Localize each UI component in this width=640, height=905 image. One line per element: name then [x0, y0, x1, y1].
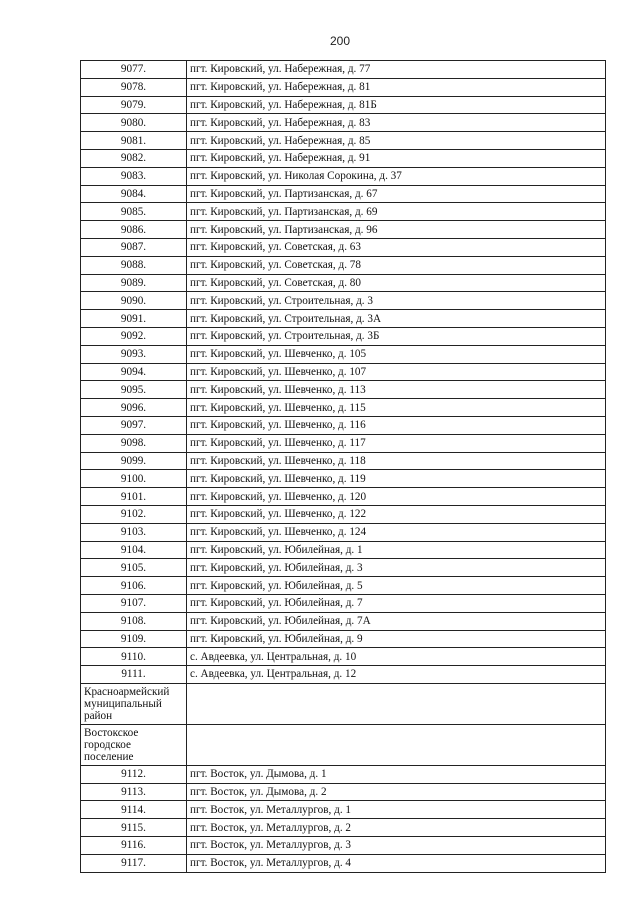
table-row: [81, 452, 606, 470]
table-row: [81, 488, 606, 506]
row-number: 9090.: [81, 292, 187, 310]
row-address: пгт. Кировский, ул. Партизанская, д. 67: [187, 185, 606, 203]
table-row: [81, 167, 606, 185]
table-row: [81, 612, 606, 630]
row-address: пгт. Кировский, ул. Набережная, д. 85: [187, 132, 606, 150]
row-address: пгт. Кировский, ул. Набережная, д. 91: [187, 149, 606, 167]
table-row: [81, 221, 606, 239]
row-number: 9081.: [81, 132, 187, 150]
row-address: пгт. Кировский, ул. Строительная, д. 3: [187, 292, 606, 310]
row-number: 9103.: [81, 523, 187, 541]
row-number: 9113.: [81, 783, 187, 801]
section-label-line: район: [84, 709, 113, 722]
section-label-line: поселение: [84, 750, 134, 763]
row-address: пгт. Кировский, ул. Набережная, д. 81Б: [187, 96, 606, 114]
table-row: [81, 381, 606, 399]
table-row: [81, 327, 606, 345]
row-address: пгт. Кировский, ул. Набережная, д. 81: [187, 78, 606, 96]
row-number: 9112.: [81, 765, 187, 783]
row-address: пгт. Кировский, ул. Шевченко, д. 119: [187, 470, 606, 488]
row-number: 9115.: [81, 819, 187, 837]
section-label-line: Красноармейский: [84, 685, 170, 698]
row-number: 9083.: [81, 167, 187, 185]
row-number: 9099.: [81, 452, 187, 470]
row-address: пгт. Кировский, ул. Шевченко, д. 124: [187, 523, 606, 541]
row-address: пгт. Кировский, ул. Шевченко, д. 117: [187, 434, 606, 452]
row-address: пгт. Кировский, ул. Шевченко, д. 116: [187, 416, 606, 434]
table-row: [81, 363, 606, 381]
table-row: [81, 114, 606, 132]
row-address: пгт. Кировский, ул. Советская, д. 63: [187, 238, 606, 256]
row-number: 9082.: [81, 149, 187, 167]
table-row: [81, 274, 606, 292]
row-address: с. Авдеевка, ул. Центральная, д. 12: [187, 666, 606, 684]
row-number: 9078.: [81, 78, 187, 96]
row-address: пгт. Кировский, ул. Партизанская, д. 69: [187, 203, 606, 221]
registry-body: [81, 61, 606, 873]
row-number: 9088.: [81, 256, 187, 274]
table-row: [81, 765, 606, 783]
table-row: [81, 256, 606, 274]
row-number: 9116.: [81, 837, 187, 855]
row-number: 9079.: [81, 96, 187, 114]
row-address: пгт. Кировский, ул. Юбилейная, д. 3: [187, 559, 606, 577]
row-number: 9089.: [81, 274, 187, 292]
row-address: пгт. Кировский, ул. Шевченко, д. 107: [187, 363, 606, 381]
table-row: [81, 238, 606, 256]
row-number: 9094.: [81, 363, 187, 381]
row-address: пгт. Кировский, ул. Строительная, д. 3А: [187, 310, 606, 328]
row-address: пгт. Кировский, ул. Шевченко, д. 120: [187, 488, 606, 506]
row-number: 9110.: [81, 648, 187, 666]
table-row: [81, 185, 606, 203]
table-row: [81, 783, 606, 801]
row-address: пгт. Восток, ул. Дымова, д. 1: [187, 765, 606, 783]
table-row: [81, 577, 606, 595]
row-address: пгт. Кировский, ул. Шевченко, д. 105: [187, 345, 606, 363]
row-number: 9077.: [81, 61, 187, 79]
table-row: [81, 594, 606, 612]
row-number: 9098.: [81, 434, 187, 452]
row-address: пгт. Кировский, ул. Советская, д. 80: [187, 274, 606, 292]
section-empty-cell: [187, 724, 606, 765]
table-row: [81, 78, 606, 96]
row-address: пгт. Кировский, ул. Набережная, д. 83: [187, 114, 606, 132]
row-number: 9080.: [81, 114, 187, 132]
row-number: 9105.: [81, 559, 187, 577]
row-number: 9086.: [81, 221, 187, 239]
table-row: [81, 434, 606, 452]
row-address: пгт. Кировский, ул. Юбилейная, д. 1: [187, 541, 606, 559]
row-address: пгт. Кировский, ул. Юбилейная, д. 7: [187, 594, 606, 612]
row-number: 9091.: [81, 310, 187, 328]
row-number: 9095.: [81, 381, 187, 399]
row-address: пгт. Кировский, ул. Юбилейная, д. 7А: [187, 612, 606, 630]
table-row: [81, 837, 606, 855]
section-label: [81, 683, 187, 724]
row-address: пгт. Кировский, ул. Шевченко, д. 113: [187, 381, 606, 399]
row-address: пгт. Кировский, ул. Советская, д. 78: [187, 256, 606, 274]
table-row: [81, 61, 606, 79]
row-number: 9096.: [81, 399, 187, 417]
table-row: [81, 399, 606, 417]
table-row: [81, 541, 606, 559]
table-row: [81, 505, 606, 523]
row-address: пгт. Кировский, ул. Юбилейная, д. 9: [187, 630, 606, 648]
table-row: [81, 819, 606, 837]
row-number: 9102.: [81, 505, 187, 523]
table-row: [81, 630, 606, 648]
section-label-line: муниципальный: [84, 697, 162, 710]
table-row: [81, 523, 606, 541]
row-number: 9087.: [81, 238, 187, 256]
row-address: пгт. Кировский, ул. Юбилейная, д. 5: [187, 577, 606, 595]
row-number: 9097.: [81, 416, 187, 434]
row-number: 9109.: [81, 630, 187, 648]
row-address: пгт. Кировский, ул. Партизанская, д. 96: [187, 221, 606, 239]
row-address: пгт. Кировский, ул. Набережная, д. 77: [187, 61, 606, 79]
section-header-row: [81, 724, 606, 765]
section-label-line: городское: [84, 738, 131, 751]
row-number: 9108.: [81, 612, 187, 630]
row-number: 9104.: [81, 541, 187, 559]
row-address: пгт. Кировский, ул. Николая Сорокина, д. 37: [187, 167, 606, 185]
row-address: пгт. Восток, ул. Металлургов, д. 4: [187, 854, 606, 872]
table-row: [81, 470, 606, 488]
row-number: 9106.: [81, 577, 187, 595]
row-number: 9084.: [81, 185, 187, 203]
row-address: пгт. Кировский, ул. Строительная, д. 3Б: [187, 327, 606, 345]
table-row: [81, 666, 606, 684]
table-row: [81, 149, 606, 167]
address-registry-table: [80, 60, 606, 873]
page-number: 200: [329, 34, 351, 48]
row-number: 9117.: [81, 854, 187, 872]
section-label-line: Востокское: [84, 726, 139, 739]
table-row: [81, 854, 606, 872]
row-address: пгт. Кировский, ул. Шевченко, д. 115: [187, 399, 606, 417]
row-number: 9111.: [81, 666, 187, 684]
table-row: [81, 132, 606, 150]
table-row: [81, 203, 606, 221]
row-number: 9100.: [81, 470, 187, 488]
table-row: [81, 416, 606, 434]
row-address: пгт. Восток, ул. Дымова, д. 2: [187, 783, 606, 801]
row-number: 9114.: [81, 801, 187, 819]
section-label: [81, 724, 187, 765]
table-row: [81, 801, 606, 819]
table-row: [81, 559, 606, 577]
row-number: 9092.: [81, 327, 187, 345]
section-empty-cell: [187, 683, 606, 724]
row-number: 9085.: [81, 203, 187, 221]
row-number: 9093.: [81, 345, 187, 363]
row-address: пгт. Восток, ул. Металлургов, д. 3: [187, 837, 606, 855]
table-row: [81, 292, 606, 310]
table-row: [81, 345, 606, 363]
table-row: [81, 648, 606, 666]
row-number: 9101.: [81, 488, 187, 506]
table-row: [81, 310, 606, 328]
row-address: пгт. Кировский, ул. Шевченко, д. 122: [187, 505, 606, 523]
row-number: 9107.: [81, 594, 187, 612]
row-address: пгт. Восток, ул. Металлургов, д. 1: [187, 801, 606, 819]
row-address: пгт. Восток, ул. Металлургов, д. 2: [187, 819, 606, 837]
table-row: [81, 96, 606, 114]
row-address: с. Авдеевка, ул. Центральная, д. 10: [187, 648, 606, 666]
section-header-row: [81, 683, 606, 724]
row-address: пгт. Кировский, ул. Шевченко, д. 118: [187, 452, 606, 470]
